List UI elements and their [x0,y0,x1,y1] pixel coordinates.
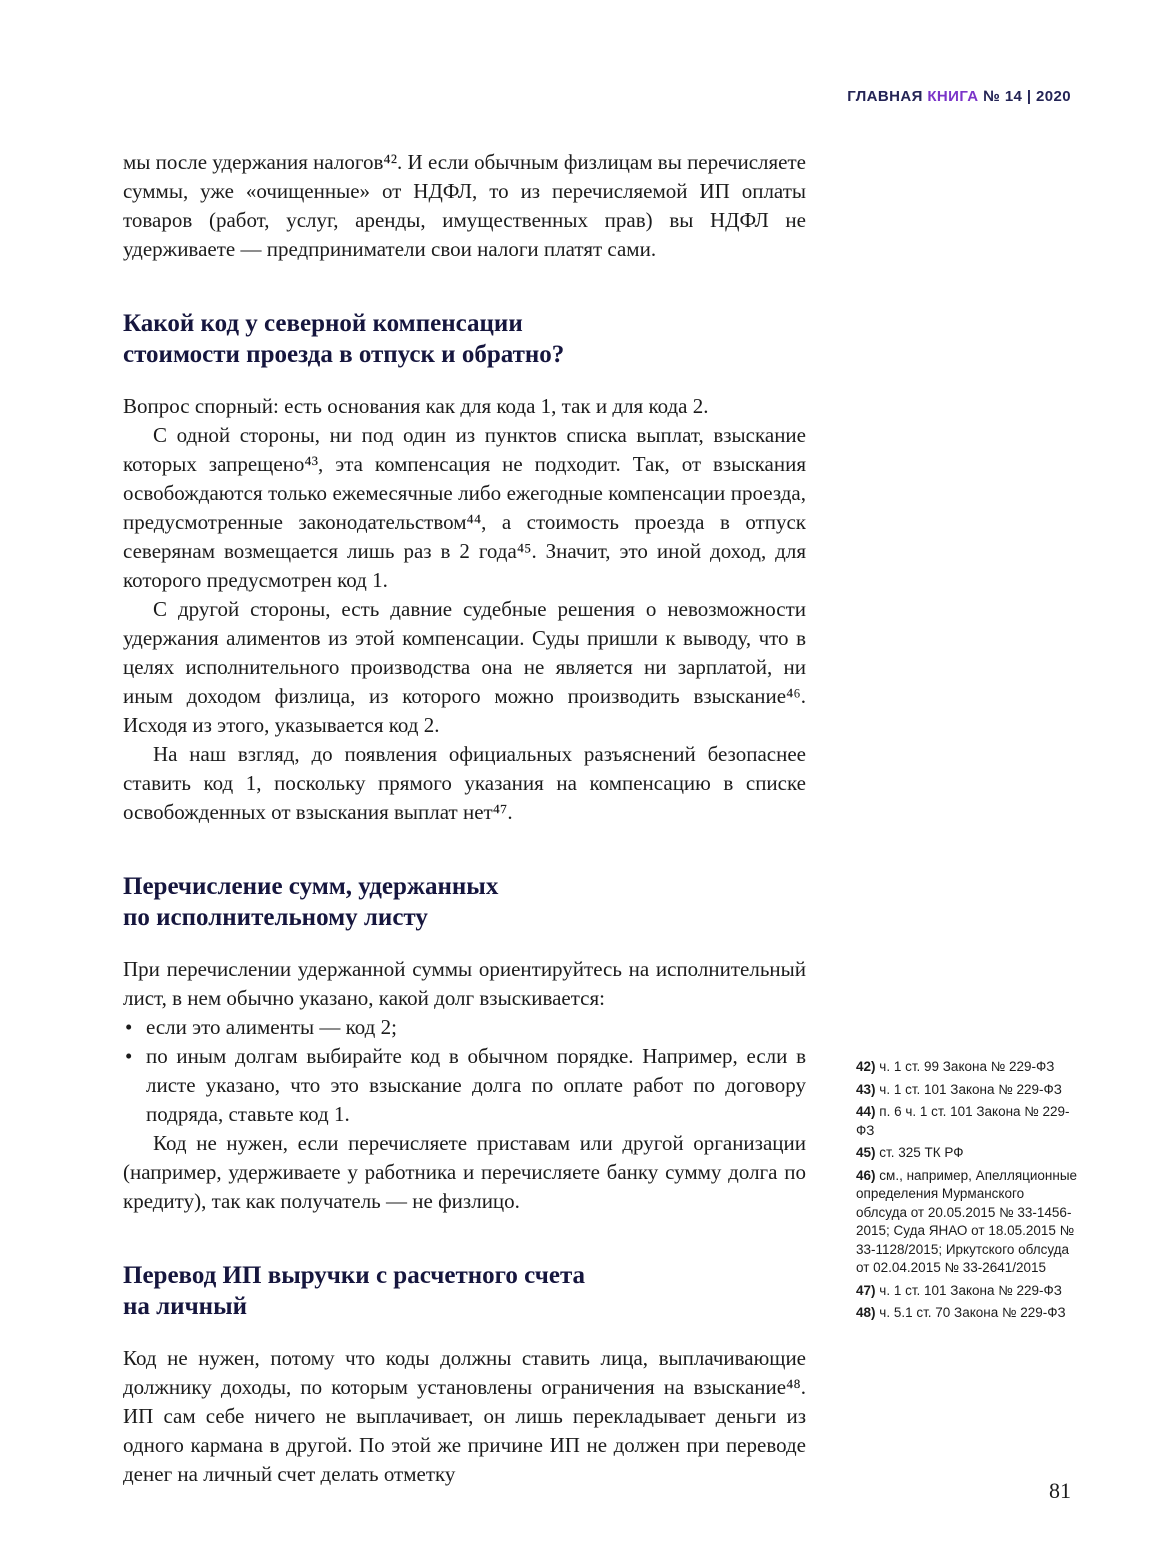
footnote [856,1304,1078,1323]
heading-line: Перечисление сумм, удержанных [123,873,499,900]
paragraph: С другой стороны, есть давние судебные решения о невозможности удержания алиментов из этой компенсации. Суды пришли к выводу, что в целях исполнительного производства она не является ни зарплатой, ни иным доходом физлица, из которого можно производить взыскание⁴⁶. Исходя из этого, указывается код 2. [123,597,806,737]
footnote-text: ч. 1 ст. 101 Закона № 229-ФЗ [879,1282,1062,1298]
footnote-text: ч. 1 ст. 101 Закона № 229-ФЗ [879,1081,1062,1097]
paragraph: Вопрос спорный: есть основания как для кода 1, так и для кода 2. [123,394,709,418]
footnote [856,1058,1078,1077]
heading-line: Какой код у северной компенсации [123,310,523,337]
brand-name-secondary: КНИГА [927,88,979,105]
footnote-number: 45) [856,1145,876,1160]
footnote-text: см., например, Апелляционные определения Мурманского облсуда от 20.05.2015 № 33-1456-2015; Суда ЯНАО от 18.05.2015 № 33-1128/2015; Иркутского облсуда от 02.04.2015 № 33-2641/2015 [856,1167,1078,1275]
main-text-column [123,148,806,1489]
paragraph: Код не нужен, если перечисляете приставам или другой организации (например, удерживаете у работника и перечисляете банку сумму долга по кредиту), так как получатель — не физлицо. [123,1131,806,1213]
bullet-list-item: • если это алименты — код 2; [123,1013,806,1042]
paragraph: С одной стороны, ни под один из пунктов списка выплат, взыскание которых запрещено⁴³, эта компенсация не подходит. Так, от взыскания освобождаются только ежемесячные либо ежегодные компенсации проезда, предусмотренные законодательством⁴⁴, а стоимость проезда в отпуск северянам возмещается лишь раз в 2 года⁴⁵. Значит, это иной доход, для которого предусмотрен код 1. [123,423,806,592]
footnote-number: 43) [856,1081,876,1097]
paragraph: На наш взгляд, до появления официальных разъяснений безопаснее ставить код 1, поскольку прямого указания на компенсацию в списке освобожденных от взыскания выплат нет⁴⁷. [123,742,806,824]
heading-line: по исполнительному листу [123,904,428,931]
heading-line: на личный [123,1293,248,1320]
footnote-text: ст. 325 ТК РФ [879,1145,964,1160]
footnote-text: ч. 1 ст. 99 Закона № 229-ФЗ [879,1059,1055,1074]
page-number: 81 [1049,1478,1071,1503]
bullet-list-item: • по иным долгам выбирайте код в обычном порядке. Например, если в листе указано, что это взыскание долга по оплате работ по договору подряда, ставьте код 1. [123,1042,806,1129]
brand-name-primary: ГЛАВНАЯ [847,88,923,105]
footnote [856,1144,1078,1163]
paragraph: При перечислении удержанной суммы ориентируйтесь на исполнительный лист, в нем обычно указано, какой долг взыскивается: [123,957,806,1010]
issue-number: № 14 | 2020 [983,88,1071,105]
footnote [856,1103,1078,1140]
footnote-number: 48) [856,1305,876,1320]
footnote-text: ч. 5.1 ст. 70 Закона № 229-ФЗ [879,1305,1066,1320]
footnote-text: п. 6 ч. 1 ст. 101 Закона № 229-ФЗ [856,1104,1070,1138]
footnote-number: 42) [856,1059,876,1074]
footnote [856,1282,1078,1301]
footnote-number: 46) [856,1167,876,1183]
footnotes-sidebar [856,1058,1078,1327]
heading-line: стоимости проезда в отпуск и обратно? [123,341,565,368]
footnote-number: 44) [856,1104,876,1119]
section-heading-ip-transfer [123,1260,806,1322]
page-header [847,88,1071,105]
footnote [856,1167,1078,1278]
footnote [856,1081,1078,1100]
footnote-number: 47) [856,1282,876,1298]
heading-line: Перевод ИП выручки с расчетного счета [123,1262,586,1289]
section-heading-transfer-withheld-sums [123,871,806,933]
paragraph: Код не нужен, потому что коды должны ставить лица, выплачивающие должнику доходы, по которым установлены ограничения на взыскание⁴⁸. ИП сам себе ничего не выплачивает, он лишь перекладывает деньги из одного кармана в другой. По этой же причине ИП не должен при переводе денег на личный счет делать отметку [123,1346,806,1486]
section-heading-north-compensation [123,308,806,370]
lead-paragraph: мы после удержания налогов⁴². И если обычным физлицам вы перечисляете суммы, уже «очищенные» от НДФЛ, то из перечисляемой ИП оплаты товаров (работ, услуг, аренды, имущественных прав) вы НДФЛ не удерживаете — предприниматели свои налоги платят сами. [123,150,806,261]
